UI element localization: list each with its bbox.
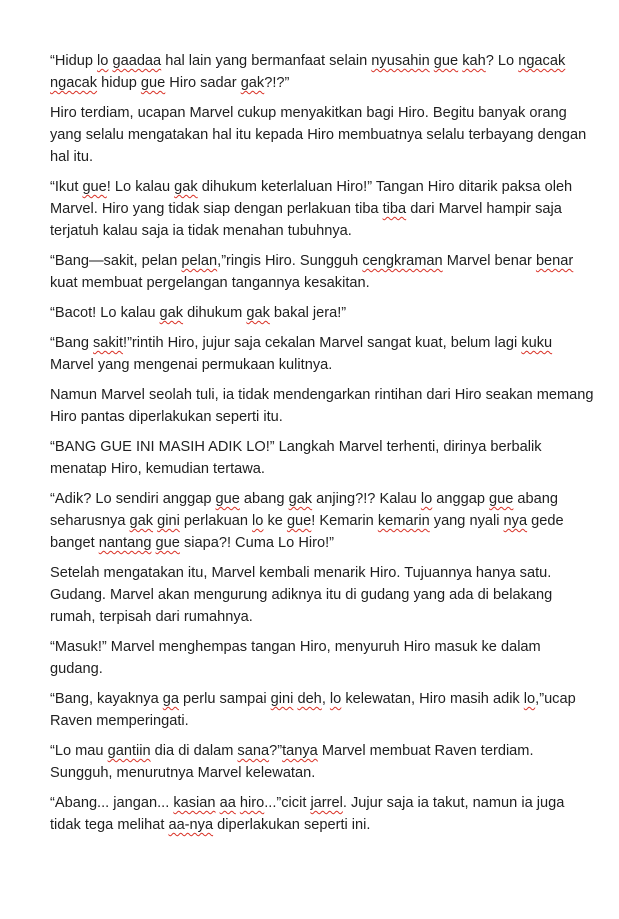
- misspelled-word: gue: [155, 535, 180, 551]
- text-run: Hiro sadar: [165, 75, 241, 91]
- text-run: ,: [321, 691, 330, 707]
- misspelled-word: ngacak: [50, 75, 98, 91]
- text-run: hidup: [97, 75, 141, 91]
- misspelled-word: cengkraman: [362, 253, 443, 269]
- text-run: ?”: [269, 743, 283, 759]
- misspelled-word: aa-nya: [168, 817, 214, 833]
- misspelled-word: gantiin: [107, 743, 151, 759]
- misspelled-word: lo: [97, 53, 109, 69]
- misspelled-word: sana: [237, 743, 270, 759]
- paragraph: [50, 688, 595, 732]
- text-run: !”rintih Hiro, jujur saja cekalan Marvel sangat kuat, belum lagi: [123, 335, 522, 351]
- misspelled-word: gue: [140, 75, 166, 91]
- paragraph: [50, 302, 595, 324]
- misspelled-word: ga: [162, 691, 179, 707]
- text-run: ?!?”: [264, 75, 290, 91]
- text-run: “Bang: [50, 335, 93, 351]
- text-run: siapa?! Cuma Lo Hiro!”: [179, 535, 335, 551]
- misspelled-word: gini: [270, 691, 294, 707]
- text-run: dari Marvel hampir saja terjatuh kalau saja ia tidak menahan tubuhnya.: [50, 201, 566, 239]
- text-run: ? Lo: [485, 53, 519, 69]
- text-run: perlu sampai: [179, 691, 271, 707]
- misspelled-word: hiro: [239, 795, 265, 811]
- misspelled-word: tiba: [382, 201, 407, 217]
- misspelled-word: tanya: [282, 743, 318, 759]
- document-body[interactable]: [50, 50, 598, 844]
- text-run: “Ikut: [50, 179, 83, 195]
- text-run: “Masuk!” Marvel menghempas tangan Hiro, menyuruh Hiro masuk ke dalam gudang.: [50, 639, 545, 677]
- text-run: diperlakukan seperti ini.: [213, 817, 371, 833]
- text-run: abang: [239, 491, 289, 507]
- text-run: ! Kemarin: [311, 513, 378, 529]
- text-run: “Bang—sakit, pelan: [50, 253, 182, 269]
- text-run: dia di dalam: [150, 743, 238, 759]
- text-run: anggap: [432, 491, 490, 507]
- paragraph: [50, 436, 595, 480]
- misspelled-word: nya: [503, 513, 528, 529]
- paragraph: [50, 562, 595, 628]
- paragraph: [50, 636, 595, 680]
- misspelled-word: lo: [420, 491, 433, 507]
- misspelled-word: kuku: [521, 335, 553, 351]
- text-run: “Lo mau: [50, 743, 108, 759]
- text-run: Marvel benar: [442, 253, 536, 269]
- text-run: anjing?!? Kalau: [312, 491, 421, 507]
- misspelled-word: gaadaa: [112, 53, 162, 69]
- text-run: Marvel yang mengenai permukaan kulitnya.: [50, 335, 557, 373]
- misspelled-word: gak: [240, 75, 265, 91]
- text-run: “Bang, kayaknya: [50, 691, 163, 707]
- misspelled-word: gak: [129, 513, 154, 529]
- text-run: . Jujur saja ia takut, namun ia juga tidak tega melihat: [50, 795, 569, 833]
- misspelled-word: gue: [82, 179, 107, 195]
- text-run: abang seharusnya: [50, 491, 563, 529]
- text-run: perlakuan: [179, 513, 253, 529]
- misspelled-word: pelan: [181, 253, 218, 269]
- text-run: hal lain yang bermanfaat selain: [161, 53, 372, 69]
- text-run: ke: [263, 513, 287, 529]
- paragraph: [50, 488, 595, 554]
- misspelled-word: gue: [215, 491, 240, 507]
- text-run: Namun Marvel seolah tuli, ia tidak mendengarkan rintihan dari Hiro seakan memang Hiro pantas diperlakukan seperti itu.: [50, 387, 598, 425]
- misspelled-word: aa: [219, 795, 236, 811]
- misspelled-word: gak: [288, 491, 313, 507]
- text-run: “Abang... jangan...: [50, 795, 174, 811]
- misspelled-word: lo: [523, 691, 536, 707]
- text-run: bakal jera!”: [269, 305, 347, 321]
- text-run: gede banget: [50, 513, 568, 551]
- misspelled-word: benar: [535, 253, 574, 269]
- text-run: Hiro terdiam, ucapan Marvel cukup menyakitkan bagi Hiro. Begitu banyak orang yang selalu mengatakan hal itu kepada Hiro membuatnya selalu terbayang dengan hal itu.: [50, 105, 591, 165]
- misspelled-word: gue: [489, 491, 514, 507]
- misspelled-word: gini: [157, 513, 180, 529]
- text-run: “BANG GUE INI MASIH ADIK LO!” Langkah Marvel terhenti, dirinya berbalik menatap Hiro, kemudian tertawa.: [50, 439, 546, 477]
- misspelled-word: sakit: [93, 335, 124, 351]
- misspelled-word: nyusahin: [371, 53, 430, 69]
- text-run: dihukum keterlaluan Hiro!” Tangan Hiro ditarik paksa oleh Marvel. Hiro yang tidak siap dengan perlakuan tiba: [50, 179, 577, 217]
- text-run: kelewatan, Hiro masih adik: [341, 691, 524, 707]
- text-run: ...”cicit: [264, 795, 311, 811]
- misspelled-word: lo: [252, 513, 264, 529]
- paragraph: [50, 792, 595, 836]
- text-run: [565, 53, 569, 69]
- paragraph: [50, 102, 595, 168]
- text-run: yang nyali: [429, 513, 504, 529]
- misspelled-word: gak: [159, 305, 184, 321]
- misspelled-word: kemarin: [377, 513, 430, 529]
- text-run: “Bacot! Lo kalau: [50, 305, 160, 321]
- misspelled-word: kasian: [173, 795, 216, 811]
- misspelled-word: gak: [246, 305, 270, 321]
- misspelled-word: jarrel: [310, 795, 343, 811]
- misspelled-word: ngacak: [518, 53, 566, 69]
- text-run: Marvel membuat Raven terdiam. Sungguh, menurutnya Marvel kelewatan.: [50, 743, 538, 781]
- misspelled-word: gue: [433, 53, 459, 69]
- text-run: ! Lo kalau: [106, 179, 175, 195]
- misspelled-word: lo: [329, 691, 342, 707]
- paragraph: [50, 384, 598, 428]
- misspelled-word: deh: [297, 691, 322, 707]
- text-run: Setelah mengatakan itu, Marvel kembali menarik Hiro. Tujuannya hanya satu. Gudang. Marvel akan mengurung adiknya itu di gudang yang ada di belakang rumah, terpisah dari rumahnya.: [50, 565, 557, 625]
- paragraph: [50, 332, 595, 376]
- misspelled-word: nantang: [98, 535, 152, 551]
- text-run: “Hidup: [50, 53, 98, 69]
- text-run: ,”ucap Raven memperingati.: [50, 691, 580, 729]
- paragraph: [50, 250, 595, 294]
- misspelled-word: kah: [462, 53, 486, 69]
- text-run: dihukum: [183, 305, 247, 321]
- text-run: ,”ringis Hiro. Sungguh: [217, 253, 363, 269]
- misspelled-word: gue: [286, 513, 312, 529]
- paragraph: [50, 740, 595, 784]
- paragraph: [50, 176, 595, 242]
- text-run: kuat membuat pergelangan tangannya kesakitan.: [50, 253, 578, 291]
- misspelled-word: gak: [174, 179, 198, 195]
- text-run: “Adik? Lo sendiri anggap: [50, 491, 216, 507]
- paragraph: [50, 50, 595, 94]
